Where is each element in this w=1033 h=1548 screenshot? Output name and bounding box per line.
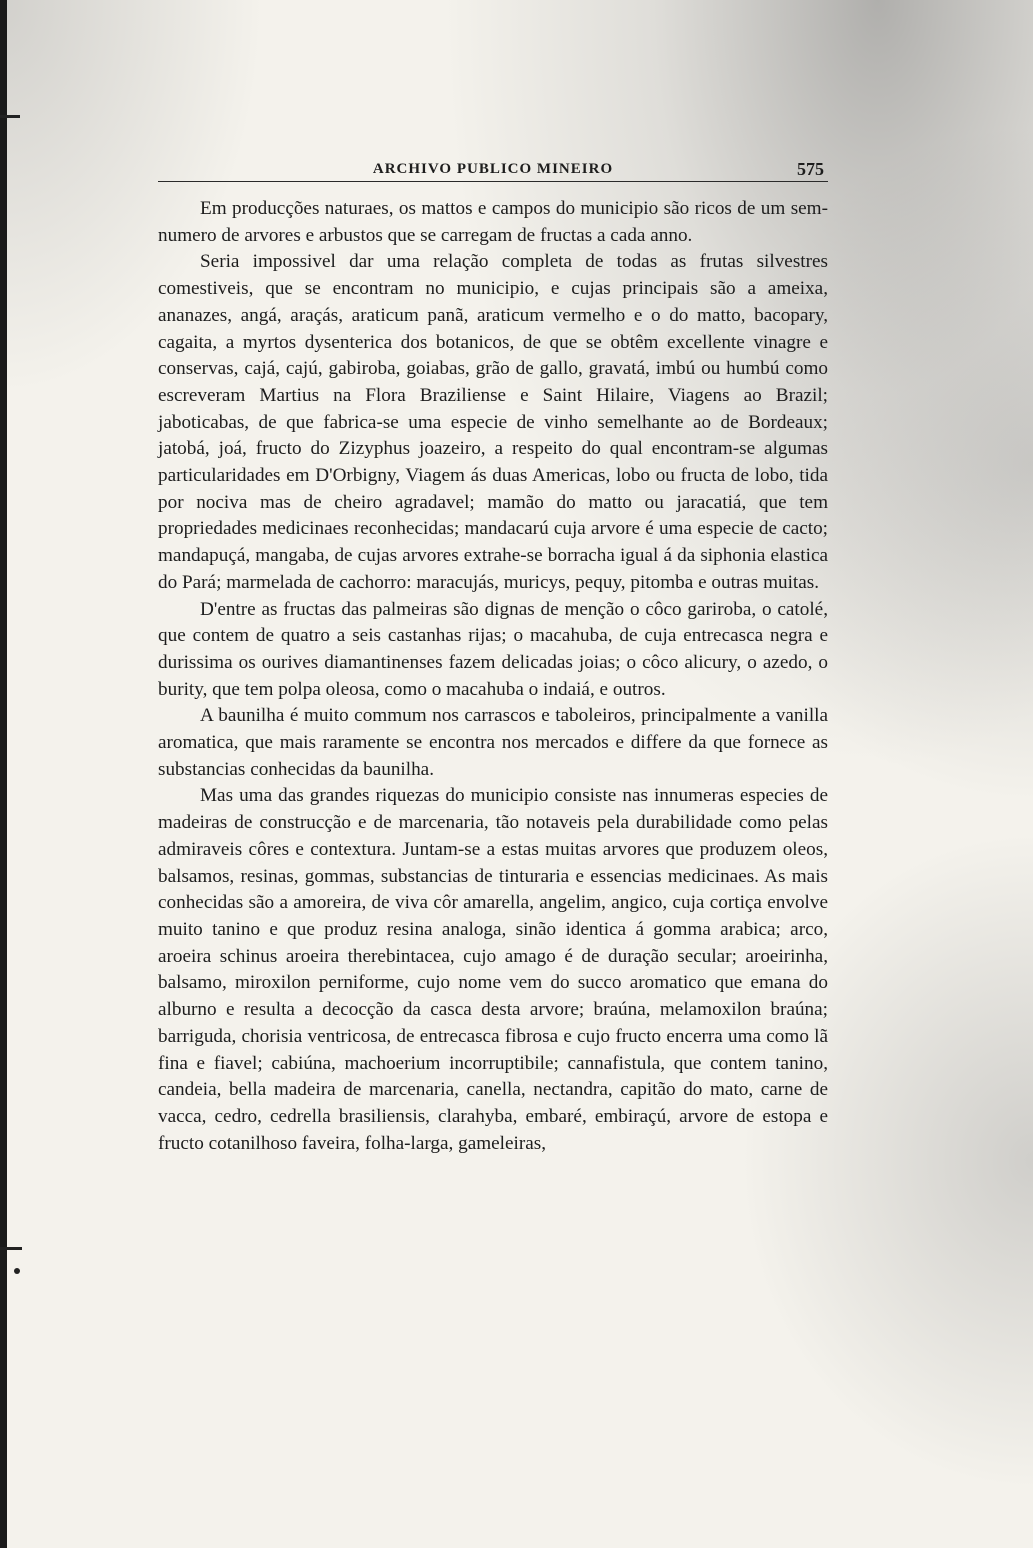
paragraph-vanilla: A baunilha é muito commum nos carrascos e taboleiros, principalmente a vanilla aromatica, que mais raramente se encontra nos mercados e differe da que fornece as substancias conhecidas da baunilha. xyxy=(158,705,828,780)
paragraph-natural-products: Em producções naturaes, os mattos e campos do municipio são ricos de um sem-numero de arvores e arbustos que se carregam de fructas a cada anno. xyxy=(158,198,828,246)
scan-left-border xyxy=(0,0,7,1548)
running-header xyxy=(158,155,828,182)
scan-edge-mark xyxy=(0,115,20,118)
running-title: ARCHIVO PUBLICO MINEIRO xyxy=(372,161,614,177)
paragraph-palm-fruits: D'entre as fructas das palmeiras são dignas de menção o côco gariroba, o catolé, que contem de quatro a seis castanhas rijas; o macahuba, de cuja entrecasca negra e durissima os ourives diamantinenses fazem delicadas joias; o côco alicury, o azedo, o burity, que tem polpa oleosa, como o macahuba o indaiá, e outros. xyxy=(158,598,828,700)
document-page xyxy=(158,155,828,1157)
scan-edge-mark xyxy=(14,1268,20,1274)
paragraph-wild-fruits: Seria impossivel dar uma relação completa de todas as frutas silvestres comestiveis, que se encontram no municipio, e cujas principais são a ameixa, ananazes, angá, araçás, araticum panã, araticum vermelho e o do matto, bacopary, cagaita, a myrtos dysenterica dos botanicos, de que se obtêm excellente vinagre e conservas, cajá, cajú, gabiroba, goiabas, grão de gallo, gravatá, imbú ou humbú como escreveram Martius na Flora Braziliense e Saint Hilaire, Viagens ao Brazil; jaboticabas, de que fabrica-se uma especie de vinho semelhante ao de Bordeaux; jatobá, joá, fructo do Zizyphus joazeiro, a respeito do qual encontram-se algumas particularidades em D'Orbigny, Viagem ás duas Americas, lobo ou fructa de lobo, tida por nociva mas de cheiro agradavel; mamão do matto ou jaracatiá, que tem propriedades medicinaes reconhecidas; mandacarú cuja arvore é uma especie de cacto; mandapuçá, mangaba, de cujas arvores extrahe-se borracha igual á da siphonia elastica do Pará; marmelada de cachorro: maracujás, muricys, pequy, pitomba e outras muitas. xyxy=(158,251,828,593)
body-text xyxy=(158,196,828,1157)
page-number: 575 xyxy=(797,159,824,179)
paragraph-woods: Mas uma das grandes riquezas do municipio consiste nas innumeras especies de madeiras de construcção e de marcenaria, tão notaveis pela durabilidade como pelas admiraveis côres e contextura. Juntam-se a estas muitas arvores que produzem oleos, balsamos, resinas, gommas, substancias de tinturaria e essencias medicinaes. As mais conhecidas são a amoreira, de viva côr amarella, angelim, angico, cuja cortiça envolve muito tanino e que produz resina analoga, sinão identica á gomma arabica; arco, aroeira schinus aroeira therebintacea, cujo amago é de duração secular; aroeirinha, balsamo, miroxilon perniforme, cujo nome vem do succo aromatico que emana do alburno e resulta a decocção da casca desta arvore; braúna, melamoxilon braúna; barriguda, chorisia ventricosa, de entrecasca fibrosa e cujo fructo encerra uma como lã fina e fiavel; cabiúna, machoerium incorruptibile; cannafistula, que contem tanino, candeia, bella madeira de marcenaria, canella, nectandra, capitão do mato, carne de vacca, cedro, cedrella brasiliensis, clarahyba, embaré, embiraçú, arvore de estopa e fructo cotanilhoso faveira, folha-larga, gameleiras, xyxy=(158,785,828,1154)
scan-edge-mark xyxy=(0,1247,22,1250)
